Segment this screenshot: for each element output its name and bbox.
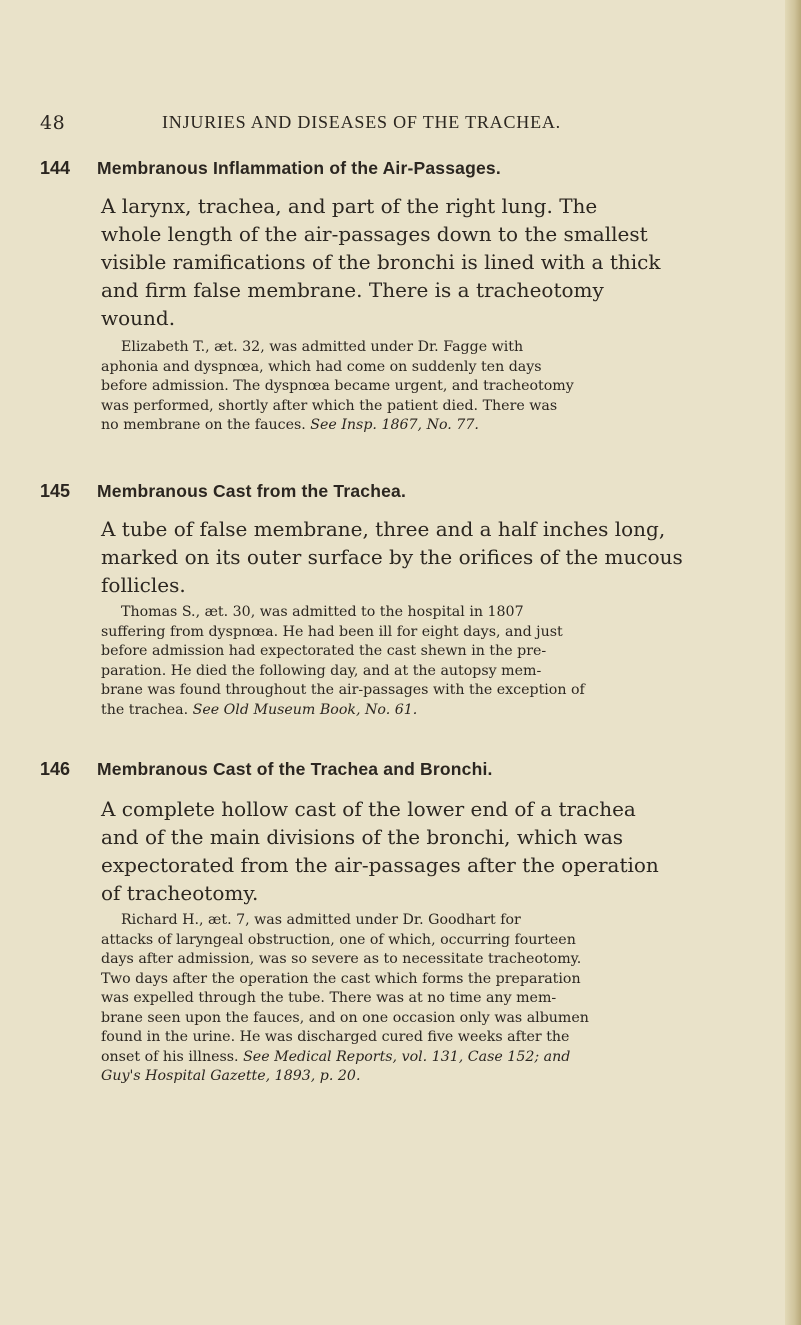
case-line: Two days after the operation the cast which forms the preparation <box>101 970 581 987</box>
running-title: INJURIES AND DISEASES OF THE TRACHEA. <box>162 112 561 132</box>
case-line: attacks of laryngeal obstruction, one of which, occurring fourteen <box>101 931 576 948</box>
entry-number: 144 <box>40 158 71 178</box>
case-reference: See Old Museum Book, No. 61. <box>192 701 418 718</box>
case-line: was performed, shortly after which the patient died. There was <box>101 397 558 414</box>
case-line: before admission had expectorated the cast shewn in the pre- <box>101 643 547 659</box>
case-history <box>101 911 776 1087</box>
entry-title: Membranous Cast from the Trachea. <box>97 481 407 501</box>
case-line: days after admission, was so severe as to necessitate tracheotomy. <box>101 951 582 967</box>
page-number: 48 <box>40 112 66 134</box>
entry-number: 146 <box>40 759 71 779</box>
description-line: and of the main divisions of the bronchi, which was <box>101 825 624 849</box>
case-line: suffering from dyspnœa. He had been ill for eight days, and just <box>101 623 563 640</box>
case-line: found in the urine. He was discharged cured five weeks after the <box>101 1029 570 1045</box>
case-line <box>101 416 776 436</box>
case-line: aphonia and dyspnœa, which had come on suddenly ten days <box>101 358 542 375</box>
case-line: paration. He died the following day, and at the autopsy mem- <box>101 662 542 679</box>
case-line: Richard H., æt. 7, was admitted under Dr. Goodhart for <box>121 912 521 928</box>
case-line: Elizabeth T., æt. 32, was admitted under Dr. Fagge with <box>121 339 524 355</box>
case-line-text: no membrane on the fauces. <box>101 417 306 433</box>
case-line <box>101 701 776 721</box>
case-history <box>101 338 776 436</box>
case-history <box>101 603 776 720</box>
entry-description <box>101 795 776 907</box>
description-line: expectorated from the air-passages after the operation <box>101 853 659 877</box>
case-line: brane was found throughout the air-passages with the exception of <box>101 682 585 698</box>
case-line: was expelled through the tube. There was at no time any mem- <box>101 990 557 1006</box>
description-line: wound. <box>101 306 176 330</box>
case-line-text: the trachea. <box>101 701 189 718</box>
description-line: follicles. <box>101 573 186 597</box>
description-line: whole length of the air-passages down to the smallest <box>101 222 648 246</box>
case-line: before admission. The dyspnœa became urgent, and tracheotomy <box>101 378 574 394</box>
description-line: A larynx, trachea, and part of the right lung. The <box>101 194 598 218</box>
entry-description <box>101 192 776 332</box>
entry-title: Membranous Cast of the Trachea and Bronchi. <box>97 759 493 779</box>
description-line: marked on its outer surface by the orifices of the mucous <box>101 545 683 569</box>
case-line-text: onset of his illness. <box>101 1048 239 1065</box>
description-line: A tube of false membrane, three and a half inches long, <box>101 517 666 541</box>
description-line: A complete hollow cast of the lower end of a trachea <box>101 797 636 821</box>
case-line <box>101 1048 776 1068</box>
description-line: and firm false membrane. There is a tracheotomy <box>101 278 604 302</box>
case-reference: See Medical Reports, vol. 131, Case 152; and <box>243 1048 571 1065</box>
case-line <box>101 1067 776 1087</box>
description-line: of tracheotomy. <box>101 881 259 905</box>
entry-description <box>101 515 776 599</box>
page-edge <box>785 0 801 1325</box>
entry-number: 145 <box>40 481 71 501</box>
case-line: Thomas S., æt. 30, was admitted to the hospital in 1807 <box>121 604 524 620</box>
entry-title: Membranous Inflammation of the Air-Passages. <box>97 158 501 178</box>
case-reference: Guy's Hospital Gazette, 1893, p. 20. <box>101 1068 361 1084</box>
case-reference: See Insp. 1867, No. 77. <box>310 417 479 433</box>
description-line: visible ramifications of the bronchi is lined with a thick <box>101 250 661 274</box>
case-line: brane seen upon the fauces, and on one occasion only was albumen <box>101 1009 589 1026</box>
